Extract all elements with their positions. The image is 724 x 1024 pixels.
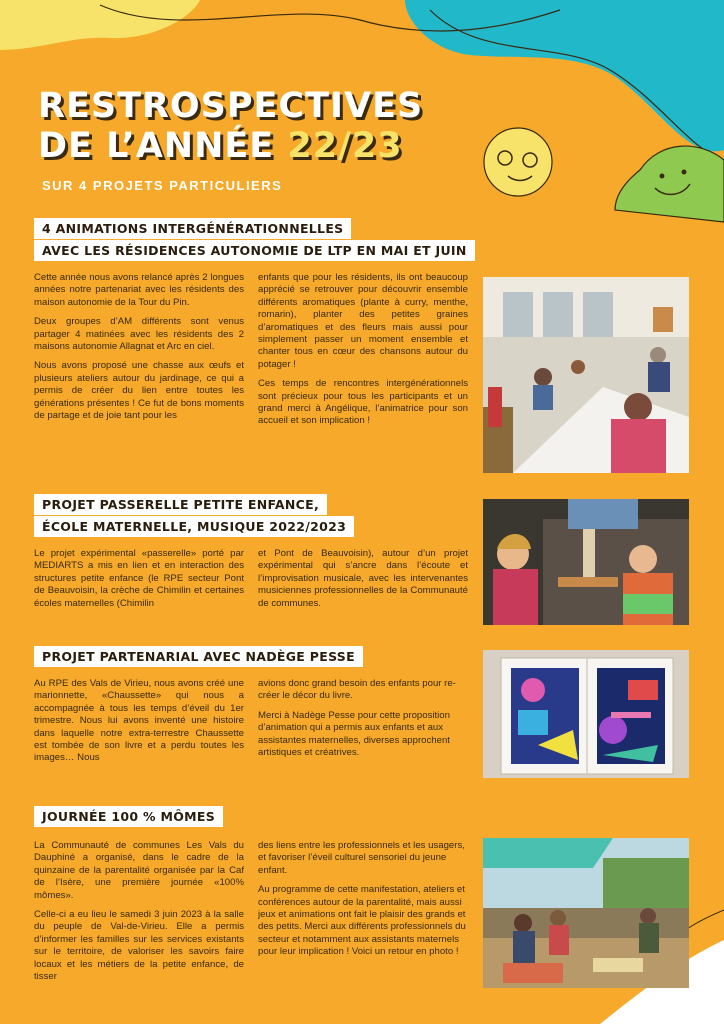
section-3-column-2: avions donc grand besoin des enfants pour re-créer le décor du livre. Merci à Nadège Pesse pour cette proposition d’animation qui a permis aux enfants et aux assistantes maternelles, diverses approchent artistiques et créatrives.: [258, 678, 456, 759]
title-line-1: RESTROSPECTIVES: [38, 86, 424, 126]
yellow-blob-top-left: [0, 0, 200, 50]
teal-blob-top-right: [405, 0, 724, 151]
photo-book-decor: [483, 650, 689, 778]
photo-intergenerational: [483, 277, 689, 473]
photo-100-momes: [483, 838, 689, 988]
section-4-column-2: des liens entre les professionnels et les usagers, et favoriser l’éveil culturel sensoriel du jeune enfant. Au programme de cette manifestation, ateliers et conférences autour de la parentalité, mais aussi jeux et animations ont fait le plaisir des grands et des petits. Merci aux différents professionnels du secteur et notamment aux assistants maternels pour leur implication ! Voici un retour en photo !: [258, 840, 466, 958]
section-3-heading: PROJET PARTENARIAL AVEC NADÈGE PESSE: [34, 646, 363, 667]
section-1-heading-line2: AVEC LES RÉSIDENCES AUTONOMIE DE LTP EN MAI ET JUIN: [34, 240, 475, 261]
page-subtitle: SUR 4 PROJETS PARTICULIERS: [42, 178, 283, 193]
section-4-column-1: La Communauté de communes Les Vals du Dauphiné a organisé, dans le cadre de la quinzaine de la parentalité organisée par la Caf de l’Isère, une première journée «100% mômes». Celle-ci a eu lieu le samedi 3 juin 2023 à la salle du peuple de Val-de-Virieu. Elle a permis d’informer les familles sur les services existants sur le territoire, de valoriser les savoirs faire locaux et les métiers de la petite enfance, de tisser: [34, 840, 244, 983]
section-2-column-1: Le projet expérimental «passerelle» porté par MEDIARTS a mis en lien et en interaction des structures petite enfance (le RPE secteur Pont de Beauvoisin, la crèche de Chimilin et certaines écoles maternelles (Chimilin: [34, 548, 244, 609]
section-1-heading-line1: 4 ANIMATIONS INTERGÉNÉRATIONNELLES: [34, 218, 351, 239]
photo-passerelle: [483, 499, 689, 625]
section-2-column-2: et Pont de Beauvoisin), autour d’un projet expérimental qui s’ancre dans l’écoute et l’improvisation musicale, avec les intervenantes musiciennes professionnelles de la Communauté de communes.: [258, 548, 468, 609]
section-4-heading: JOURNÉE 100 % MÔMES: [34, 806, 223, 827]
page-title: [38, 86, 423, 166]
section-3-column-1: Au RPE des Vals de Virieu, nous avons créé une marionnette, «Chaussette» qui nous a accompagnée à tous les temps d’éveil du 1er trimestre. Nous lui avons inventé une histoire dans laquelle notre extra-terrestre Chaussette est tombée de son livre et a perdu toutes les images… Nous: [34, 678, 244, 764]
section-2-heading-line2: ÉCOLE MATERNELLE, MUSIQUE 2022/2023: [34, 516, 354, 537]
smiley-yellow: [484, 128, 552, 196]
section-1-column-2: enfants que pour les résidents, ils ont beaucoup apprécié se retrouver pour découvrir ensemble différents aromatiques (plante à curry, menthe, romarin), planter des petites graines d’aromatiques et des fleurs mais aussi pour simplement passer un moment ensemble et chanter tous en cœur des chansons autour du potager ! Ces temps de rencontres intergénérationnels sont précieux pour tous les participants et un grand merci à Angélique, l’animatrice pour son accueil et son implication !: [258, 272, 468, 427]
section-2-heading-line1: PROJET PASSERELLE PETITE ENFANCE,: [34, 494, 327, 515]
smiley-green: [615, 146, 724, 222]
title-line-2: DE L’ANNÉE 22/23: [38, 126, 403, 166]
section-1-column-1: Cette année nous avons relancé après 2 longues années notre partenariat avec les résidents des maison autonomie de la Tour du Pin. Deux groupes d’AM différents sont venus partager 4 matinées avec les résidents des 2 maisons autonomie Allagnat et Arc en ciel. Nous avons proposé une chasse aux œufs et plusieurs ateliers autour du jardinage, ce qui a permis de créer du lien entre toutes les générations présentes ! Ce fut de bons moments de partage et de joie tant pour les: [34, 272, 244, 422]
